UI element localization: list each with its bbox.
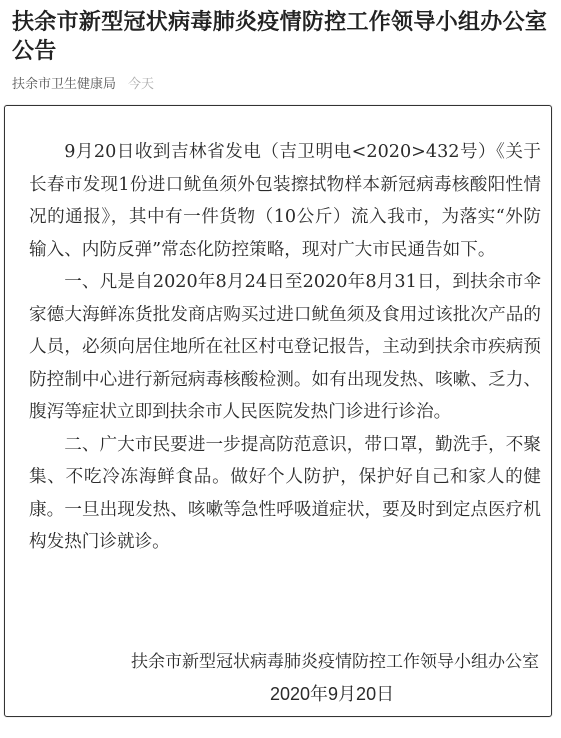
notice-paragraph-one: 一、凡是自2020年8月24日至2020年8月31日，到扶余市伞家德大海鲜冻货批发商店购买过进口鱿鱼须及食用过该批次产品的人员，必须向居住地所在社区村屯登记报告，主动到扶余市疾病预防控制中心进行新冠病毒核酸检测。如有出现发热、咳嗽、乏力、腹泻等症状立即到扶余市人民医院发热门诊进行诊治。	[29, 272, 541, 422]
notice-body	[29, 136, 541, 559]
notice-date: 2020年9月20日	[270, 684, 395, 704]
article-title: 扶余市新型冠状病毒肺炎疫情防控工作领导小组办公室公告	[12, 10, 548, 64]
notice-paragraph-intro: 9月20日收到吉林省发电（吉卫明电<2020>432号）《关于长春市发现1份进口鱿鱼须外包装擦拭物样本新冠病毒核酸阳性情况的通报》，其中有一件货物（10公斤）流入我市，为落实“外防输入、内防反弹”常态化防控策略，现对广大市民通告如下。	[29, 142, 541, 260]
article-meta	[12, 77, 552, 93]
notice-signature: 扶余市新型冠状病毒肺炎疫情防控工作领导小组办公室	[131, 652, 539, 672]
notice-card	[4, 105, 552, 717]
article-publish-time: 今天	[128, 77, 155, 92]
article-header	[12, 8, 552, 93]
notice-paragraph-two: 二、广大市民要进一步提高防范意识，带口罩，勤洗手，不聚集、不吃冷冻海鲜食品。做好个人防护，保护好自己和家人的健康。一旦出现发热、咳嗽等急性呼吸道症状，要及时到定点医疗机构发热门诊就诊。	[29, 434, 541, 552]
article-source-link[interactable]: 扶余市卫生健康局	[12, 77, 117, 92]
